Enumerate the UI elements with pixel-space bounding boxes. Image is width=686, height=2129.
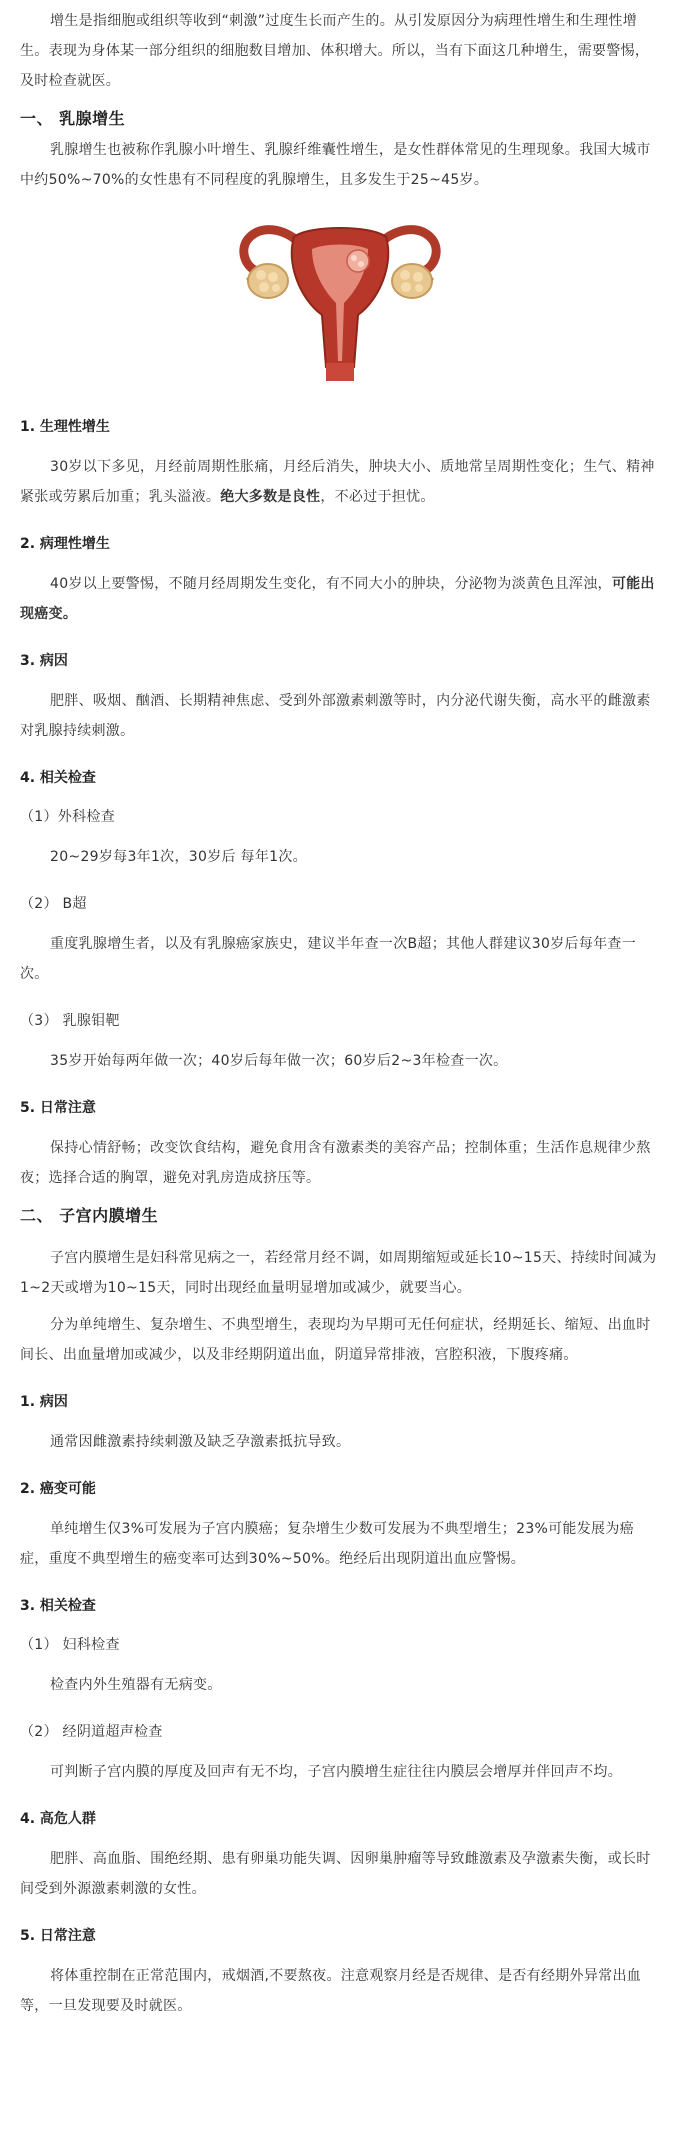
paragraph-physiological-hyperplasia	[20, 452, 660, 512]
exam-text-gynecological: 检查内外生殖器有无病变。	[50, 1677, 222, 1693]
text-run: ，不必过于担忧。	[320, 489, 435, 505]
emphasis-cancer-risk: 可能出现癌变。	[20, 576, 655, 622]
heading-breast-daily-care: 5. 日常注意	[20, 1100, 96, 1116]
section-intro-endometrial-1: 子宫内膜增生是妇科常见病之一，若经常月经不调，如周期缩短或延长10~15天、持续时间减为1~2天或增为10~15天，同时出现经血量明显增加或减少，就要当心。	[20, 1250, 657, 1296]
paragraph-endometrial-cause: 通常因雌激素持续刺激及缺乏孕激素抵抗导致。	[50, 1434, 351, 1450]
intro-paragraph: 增生是指细胞或组织等收到“刺激”过度生长而产生的。从引发原因分为病理性增生和生理性增生。表现为身体某一部分组织的细胞数目增加、体积增大。所以，当有下面这几种增生，需要警惕，及时检查就医。	[20, 13, 650, 89]
paragraph-cancer-risk: 单纯增生仅3%可发展为子宫内膜癌；复杂增生少数可发展为不典型增生；23%可能发展为癌症，重度不典型增生的癌变率可达到30%~50%。绝经后出现阴道出血应警惕。	[20, 1521, 634, 1567]
paragraph-endometrial-daily-care: 将体重控制在正常范围内，戒烟酒,不要熬夜。注意观察月经是否规律、是否有经期外异常出血等，一旦发现要及时就医。	[20, 1968, 642, 2014]
paragraph-pathological-hyperplasia	[20, 569, 660, 629]
exam-text-mammography: 35岁开始每两年做一次；40岁后每年做一次；60岁后2~3年检查一次。	[50, 1053, 508, 1069]
section-title-endometrial: 二、 子宫内膜增生	[20, 1206, 159, 1225]
paragraph-breast-daily-care: 保持心情舒畅；改变饮食结构，避免食用含有激素类的美容产品；控制体重；生活作息规律少熬夜；选择合适的胸罩，避免对乳房造成挤压等。	[20, 1140, 651, 1186]
exam-title-transvaginal-ultrasound: （2） 经阴道超声检查	[20, 1724, 163, 1740]
heading-physiological-hyperplasia: 1. 生理性增生	[20, 419, 110, 435]
exam-title-gynecological: （1） 妇科检查	[20, 1637, 120, 1653]
heading-endometrial-daily-care: 5. 日常注意	[20, 1928, 96, 1944]
exam-text-surgical: 20~29岁每3年1次，30岁后 每年1次。	[50, 849, 307, 865]
paragraph-breast-cause: 肥胖、吸烟、酗酒、长期精神焦虑、受到外部激素刺激等时，内分泌代谢失衡，高水平的雌激素对乳腺持续刺激。	[20, 693, 651, 739]
exam-title-mammography: （3） 乳腺钼靶	[20, 1013, 120, 1029]
exam-text-ultrasound: 重度乳腺增生者，以及有乳腺癌家族史，建议半年查一次B超；其他人群建议30岁后每年查一次。	[20, 936, 637, 982]
heading-cancer-risk: 2. 癌变可能	[20, 1481, 96, 1497]
text-run: 40岁以上要警惕，不随月经周期发生变化，有不同大小的肿块，分泌物为淡黄色且浑浊，	[50, 576, 612, 592]
emphasis-benign: 绝大多数是良性	[220, 489, 321, 505]
section-title-breast: 一、 乳腺增生	[20, 109, 126, 128]
heading-breast-exams: 4. 相关检查	[20, 770, 96, 786]
section-intro-breast: 乳腺增生也被称作乳腺小叶增生、乳腺纤维囊性增生，是女性群体常见的生理现象。我国大城市中约50%~70%的女性患有不同程度的乳腺增生，且多发生于25~45岁。	[20, 142, 651, 188]
heading-endometrial-cause: 1. 病因	[20, 1394, 68, 1410]
exam-title-surgical: （1）外科检查	[20, 809, 116, 825]
exam-text-transvaginal-ultrasound: 可判断子宫内膜的厚度及回声有无不均，子宫内膜增生症往往内膜层会增厚并伴回声不均。	[50, 1764, 622, 1780]
uterus-illustration	[20, 203, 660, 383]
exam-title-ultrasound: （2） B超	[20, 896, 87, 912]
heading-endometrial-exams: 3. 相关检查	[20, 1598, 96, 1614]
section-intro-endometrial-2: 分为单纯增生、复杂增生、不典型增生，表现均为早期可无任何症状，经期延长、缩短、出血时间长、出血量增加或减少，以及非经期阴道出血，阴道异常排液，宫腔积液，下腹疼痛。	[20, 1317, 651, 1363]
heading-high-risk-groups: 4. 高危人群	[20, 1811, 96, 1827]
text-run: 30岁以下多见，月经前周期性胀痛，月经后消失，肿块大小、质地常呈周期性变化；生气、精神紧张或劳累后加重；乳头溢液。	[20, 459, 655, 505]
heading-breast-cause: 3. 病因	[20, 653, 68, 669]
paragraph-high-risk-groups: 肥胖、高血脂、围绝经期、患有卵巢功能失调、因卵巢肿瘤等导致雌激素及孕激素失衡，或长时间受到外源激素刺激的女性。	[20, 1851, 651, 1897]
heading-pathological-hyperplasia: 2. 病理性增生	[20, 536, 110, 552]
